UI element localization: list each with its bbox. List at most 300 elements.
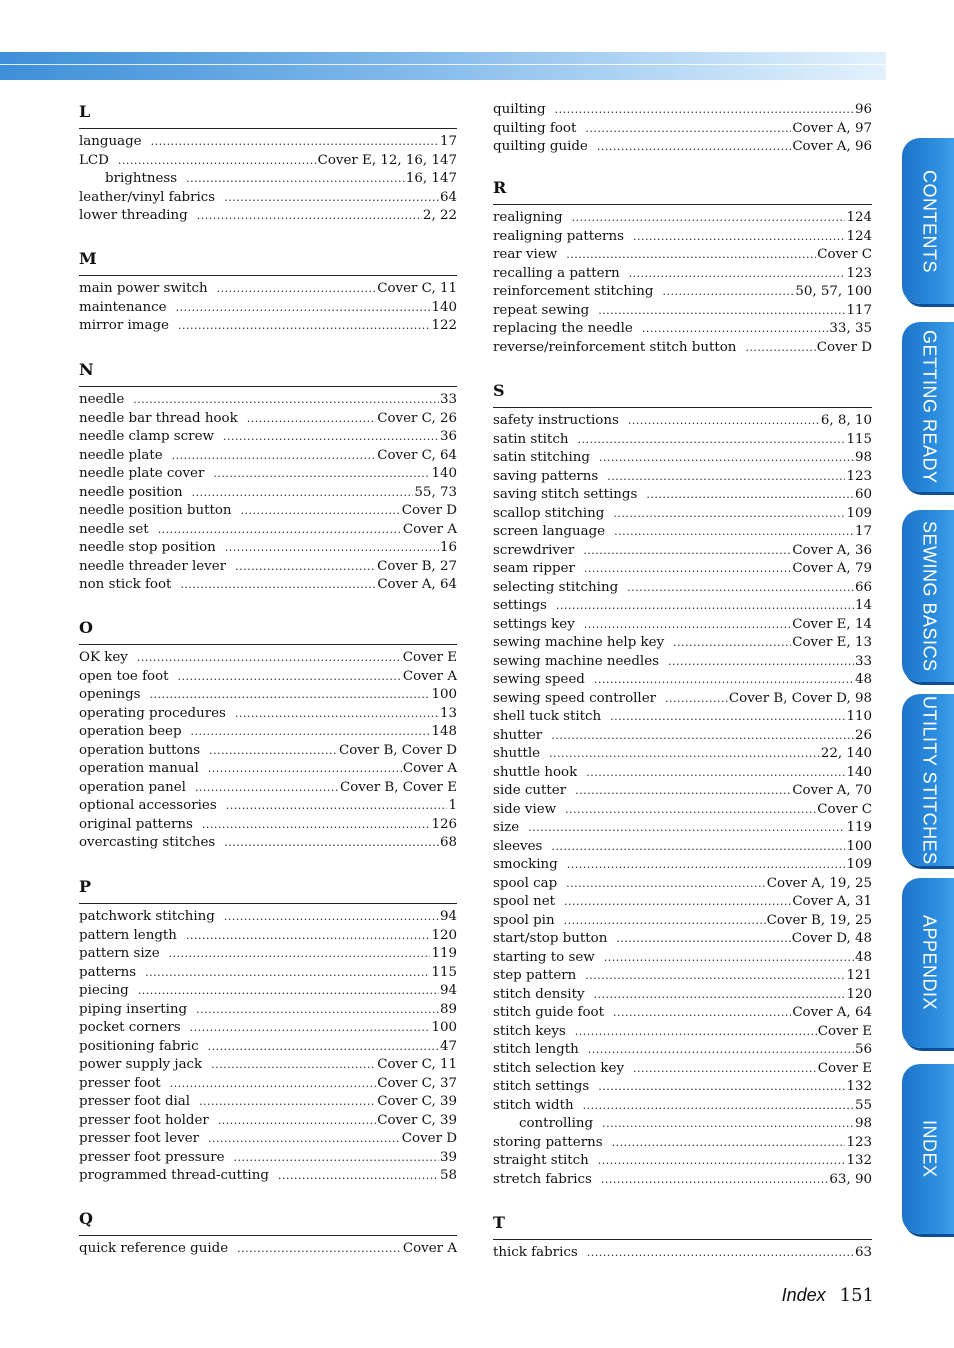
index-page-refs: Cover E, 12, 16, 147 [317,152,457,168]
index-entry [493,1023,872,1042]
index-page-refs: 26 [854,727,872,743]
index-term: seam ripper [493,561,575,576]
dot-leader [565,801,816,820]
index-term: power supply jack [79,1057,203,1072]
index-entry [79,1075,457,1094]
tab-label-wrap [916,878,942,1048]
dot-leader [584,616,791,635]
index-term: sewing speed [493,672,585,687]
dot-leader [186,927,431,946]
dot-leader [213,465,430,484]
index-page-refs: Cover A [402,761,457,776]
dot-leader [208,1038,439,1057]
index-page-refs: 115 [431,964,457,980]
index-page-refs: 16, 147 [405,171,457,186]
index-term: needle threader lever [79,558,227,574]
index-entry [493,1244,872,1263]
index-entry [493,431,872,450]
dot-leader [587,1244,854,1263]
index-entry [493,320,872,339]
index-term: patchwork stitching [79,909,215,924]
index-page-refs: 56 [854,1042,872,1057]
dot-leader [614,523,854,542]
dot-leader [225,539,439,558]
index-term: spool cap [493,875,558,891]
index-term: shell tuck stitch [493,709,602,724]
index-page-refs: Cover B, 19, 25 [766,912,872,928]
dot-leader [169,945,431,964]
index-term: side view [493,801,557,817]
index-entry [79,1038,457,1057]
index-page-refs: 1 [448,798,457,813]
index-entry [79,1093,457,1112]
dot-leader [180,576,376,595]
dot-leader [237,1240,402,1259]
index-entry [79,816,457,835]
index-entry [493,1004,872,1023]
dot-leader [137,649,402,668]
dot-leader [202,816,431,835]
dot-leader [551,727,854,746]
index-section [493,381,872,1189]
dot-leader [138,982,439,1001]
index-term: reverse/reinforcement stitch button [493,339,737,355]
dot-leader [218,1112,376,1131]
index-term: screwdriver [493,542,575,558]
index-page-refs: Cover B, Cover D [339,742,457,758]
index-entry [79,410,457,429]
index-entry [493,727,872,746]
index-entry [493,101,872,120]
dot-leader [241,502,401,521]
tab-utility-stitches[interactable] [902,694,954,866]
dot-leader [555,101,854,120]
index-entry [79,1167,457,1186]
index-term: needle plate cover [79,466,205,481]
index-term: satin stitch [493,431,569,447]
dot-leader [217,280,377,299]
index-page-refs: 50, 57, 100 [795,284,872,299]
index-section [79,249,457,336]
index-page-refs: Cover C, 37 [377,1075,457,1091]
index-term: positioning fabric [79,1038,199,1054]
tab-label: APPENDIX [919,915,940,1011]
index-page-refs: 13 [439,705,457,721]
dot-leader [235,705,439,724]
section-rule [79,1235,457,1236]
tab-index[interactable] [902,1064,954,1234]
index-term: OK key [79,650,128,665]
dot-leader [628,412,820,431]
index-entry [493,265,872,284]
index-entry [79,779,457,798]
dot-leader [598,302,845,321]
dot-leader [642,320,829,339]
index-page-refs: Cover E [402,650,457,665]
index-entry [493,671,872,690]
index-page-refs: Cover D, 48 [791,931,872,946]
index-term: patterns [79,964,137,980]
index-term: spool net [493,894,556,909]
section-rule [79,275,457,276]
index-page-refs: 140 [431,466,457,481]
dot-leader [668,653,854,672]
index-entry [79,539,457,558]
dot-leader [564,893,791,912]
index-entry [493,120,872,139]
index-page-refs: 55 [854,1097,872,1113]
section-letter: L [79,102,91,121]
index-term: stitch guide foot [493,1005,604,1020]
index-page-refs: 60 [854,487,872,502]
tab-label-wrap [916,138,942,304]
index-page-refs: 94 [439,983,457,998]
index-term: overcasting stitches [79,835,216,850]
index-page-refs: Cover A, 36 [792,542,872,558]
index-term: needle clamp screw [79,429,214,444]
dot-leader [566,246,816,265]
dot-leader [583,542,791,561]
index-page-refs: 115 [846,431,872,447]
index-term: LCD [79,152,109,168]
page-number: 151 [839,1285,874,1306]
dot-leader [633,1060,817,1079]
dot-leader [199,1093,376,1112]
header-banner-line [0,64,886,65]
index-page-refs: 17 [854,524,872,539]
dot-leader [211,1056,376,1075]
index-page-refs: 14 [854,598,872,613]
index-page-refs: 124 [846,228,872,244]
dot-leader [745,339,815,358]
index-page-refs: 100 [431,1020,457,1035]
index-term: optional accessories [79,798,217,813]
index-entry [493,838,872,857]
section-rule [79,903,457,904]
index-entry [493,228,872,247]
index-term: stretch fabrics [493,1171,592,1187]
index-term: needle bar thread hook [79,410,238,426]
index-entry [493,1078,872,1097]
index-entry [493,523,872,542]
index-term: satin stitching [493,450,590,465]
tab-sewing-basics[interactable] [902,510,954,682]
index-entry [79,391,457,410]
dot-leader [170,1075,377,1094]
index-entry [493,486,872,505]
index-entry [493,930,872,949]
index-term: starting to sew [493,949,595,965]
index-entry [493,1171,872,1190]
index-page-refs: 132 [846,1153,872,1168]
dot-leader [646,486,854,505]
index-section [493,178,872,357]
index-term: thick fabrics [493,1245,578,1260]
index-page-refs: Cover D [401,1131,457,1146]
dot-leader [567,856,846,875]
index-page-refs: 17 [439,134,457,149]
index-term: stitch selection key [493,1060,625,1076]
index-term: selecting stitching [493,579,619,595]
index-entry [79,189,457,208]
index-page-refs: 100 [846,838,872,854]
index-term: stitch length [493,1042,579,1057]
dot-leader [601,1171,828,1190]
index-term: sewing machine help key [493,635,665,650]
dot-leader [572,209,846,228]
dot-leader [616,930,790,949]
index-term: needle stop position [79,540,216,555]
index-term: operating procedures [79,705,226,721]
index-term: sewing machine needles [493,653,660,669]
index-term: operation panel [79,779,186,795]
index-term: pattern length [79,927,177,943]
index-term: storing patterns [493,1134,603,1150]
index-entry [79,317,457,336]
tab-contents[interactable] [902,138,954,304]
dot-leader [575,782,791,801]
dot-leader [598,1078,845,1097]
index-term: controlling [519,1116,594,1131]
index-entry [79,668,457,687]
index-term: step pattern [493,968,577,983]
index-page-refs: 98 [854,1116,872,1131]
dot-leader [172,447,377,466]
index-term: spool pin [493,912,555,928]
index-entry [79,1001,457,1020]
index-section [79,1209,457,1259]
index-page-refs: 48 [854,672,872,687]
dot-leader [594,671,854,690]
dot-leader [585,967,845,986]
index-entry [493,967,872,986]
index-entry [493,1097,872,1116]
index-entry [493,634,872,653]
index-entry [493,708,872,727]
dot-leader [610,708,845,727]
index-page-refs: Cover C, 39 [377,1094,457,1109]
index-term: shuttle hook [493,764,578,780]
dot-leader [224,908,439,927]
index-entry [79,280,457,299]
index-entry [79,1240,457,1259]
index-page-refs: Cover A, 97 [792,120,872,136]
tab-label: UTILITY STITCHES [919,695,940,865]
index-page-refs: 96 [854,102,872,117]
index-page-refs: 2, 22 [422,208,457,223]
index-page-refs: Cover B, 27 [377,558,457,574]
index-term: main power switch [79,281,208,296]
dot-leader [224,189,439,208]
index-page-refs: 98 [854,450,872,465]
dot-leader [583,1097,854,1116]
index-term: start/stop button [493,931,608,946]
index-entry [493,690,872,709]
dot-leader [633,228,845,247]
index-entry [79,1056,457,1075]
dot-leader [598,1152,846,1171]
index-term: operation beep [79,724,182,739]
index-term: needle set [79,521,149,537]
index-term: piping inserting [79,1001,188,1017]
index-page-refs: Cover A, 96 [792,139,872,154]
index-entry [493,1134,872,1153]
index-page-refs: 63, 90 [829,1171,872,1187]
index-section-continued [493,101,872,157]
dot-leader [278,1167,439,1186]
index-entry [493,302,872,321]
index-term: realigning patterns [493,228,624,244]
index-page-refs: 58 [439,1168,457,1183]
index-page-refs: 64 [439,189,457,205]
section-letter: N [79,360,94,379]
dot-leader [190,1019,431,1038]
index-term: presser foot pressure [79,1149,225,1165]
page-footer [782,1285,874,1306]
dot-leader [191,723,431,742]
index-entry [79,152,457,171]
section-rule [493,1239,872,1240]
index-page-refs: Cover A [402,668,457,684]
index-page-refs: 33 [439,392,457,407]
index-entry [79,834,457,853]
index-term: piecing [79,983,129,998]
index-page-refs: 66 [854,579,872,595]
footer-title: Index [781,1285,826,1305]
dot-leader [662,283,794,302]
index-term: presser foot lever [79,1131,200,1146]
index-section [79,877,457,1186]
index-entry [493,138,872,157]
index-term: quilting [493,102,546,117]
dot-leader [197,207,422,226]
index-term: needle [79,392,125,407]
index-entry [79,649,457,668]
index-term: repeat sewing [493,302,590,318]
index-section [79,618,457,853]
index-page-refs: 132 [846,1079,872,1094]
dot-leader [208,760,402,779]
index-entry [493,986,872,1005]
index-term: replacing the needle [493,321,633,336]
index-entry [493,1060,872,1079]
index-term: pocket corners [79,1020,181,1035]
index-entry [79,1149,457,1168]
tab-label-wrap [916,322,942,492]
dot-leader [599,449,854,468]
index-entry [493,764,872,783]
index-page-refs: 121 [846,968,872,983]
index-term: quick reference guide [79,1241,229,1256]
index-page-refs: 124 [846,210,872,225]
index-entry [493,819,872,838]
tab-label-wrap [916,1064,942,1234]
header-banner [0,52,886,80]
index-term: side cutter [493,783,567,798]
index-entry [493,653,872,672]
index-term: operation manual [79,761,199,776]
index-page-refs: 33, 35 [829,321,872,336]
index-term: stitch keys [493,1023,566,1039]
dot-leader [224,834,439,853]
tab-getting-ready[interactable] [902,322,954,492]
index-entry [79,428,457,447]
dot-leader [549,745,820,764]
index-term: smocking [493,857,558,872]
index-term: operation buttons [79,742,201,758]
dot-leader [118,152,317,171]
index-page-refs: 140 [431,299,457,315]
index-term: size [493,820,520,835]
index-page-refs: 110 [846,709,872,724]
index-entry [79,982,457,1001]
index-page-refs: 16 [439,540,457,555]
index-page-refs: Cover E, 14 [792,616,872,632]
index-page-refs: Cover E [817,1060,872,1076]
index-term: scallop stitching [493,505,605,521]
dot-leader [158,521,402,540]
index-page-refs: Cover B, Cover E [339,779,457,795]
tab-label-wrap [916,510,942,682]
index-term: language [79,134,142,149]
dot-leader [627,579,854,598]
index-term: sewing speed controller [493,690,657,706]
index-term: presser foot dial [79,1094,191,1109]
index-section [79,102,457,226]
index-entry [79,760,457,779]
index-entry [493,782,872,801]
index-page-refs: 120 [846,986,872,1002]
dot-leader [665,690,728,709]
index-entry [79,558,457,577]
index-page-refs: 117 [846,302,872,318]
dot-leader [551,838,845,857]
index-page-refs: 6, 8, 10 [820,413,872,428]
index-term: screen language [493,524,606,539]
index-term: sleeves [493,838,543,854]
index-term: needle position [79,484,183,500]
index-section [493,1213,872,1263]
index-term: realigning [493,210,563,225]
index-page-refs: Cover A, 19, 25 [766,875,872,891]
dot-leader [584,560,791,579]
index-term: safety instructions [493,413,619,428]
index-page-refs: Cover D [816,339,872,355]
index-page-refs: Cover C [817,801,872,817]
index-page-refs: 36 [439,429,457,444]
index-page-refs: 48 [854,949,872,965]
index-term: reinforcement stitching [493,284,654,299]
dot-leader [556,597,854,616]
index-entry [493,339,872,358]
index-page-refs: Cover E [817,1023,872,1039]
index-page-refs: 68 [439,835,457,850]
index-page-refs: Cover C, 26 [377,410,457,426]
index-page-refs: 89 [439,1001,457,1017]
tab-appendix[interactable] [902,878,954,1048]
section-letter: R [493,178,507,197]
index-entry [79,133,457,152]
dot-leader [195,779,339,798]
index-term: saving patterns [493,468,599,484]
index-entry [79,945,457,964]
index-term: settings key [493,616,575,632]
section-rule [79,644,457,645]
dot-leader [223,428,439,447]
index-entry [493,283,872,302]
dot-leader [178,317,430,336]
index-term: stitch density [493,986,585,1002]
